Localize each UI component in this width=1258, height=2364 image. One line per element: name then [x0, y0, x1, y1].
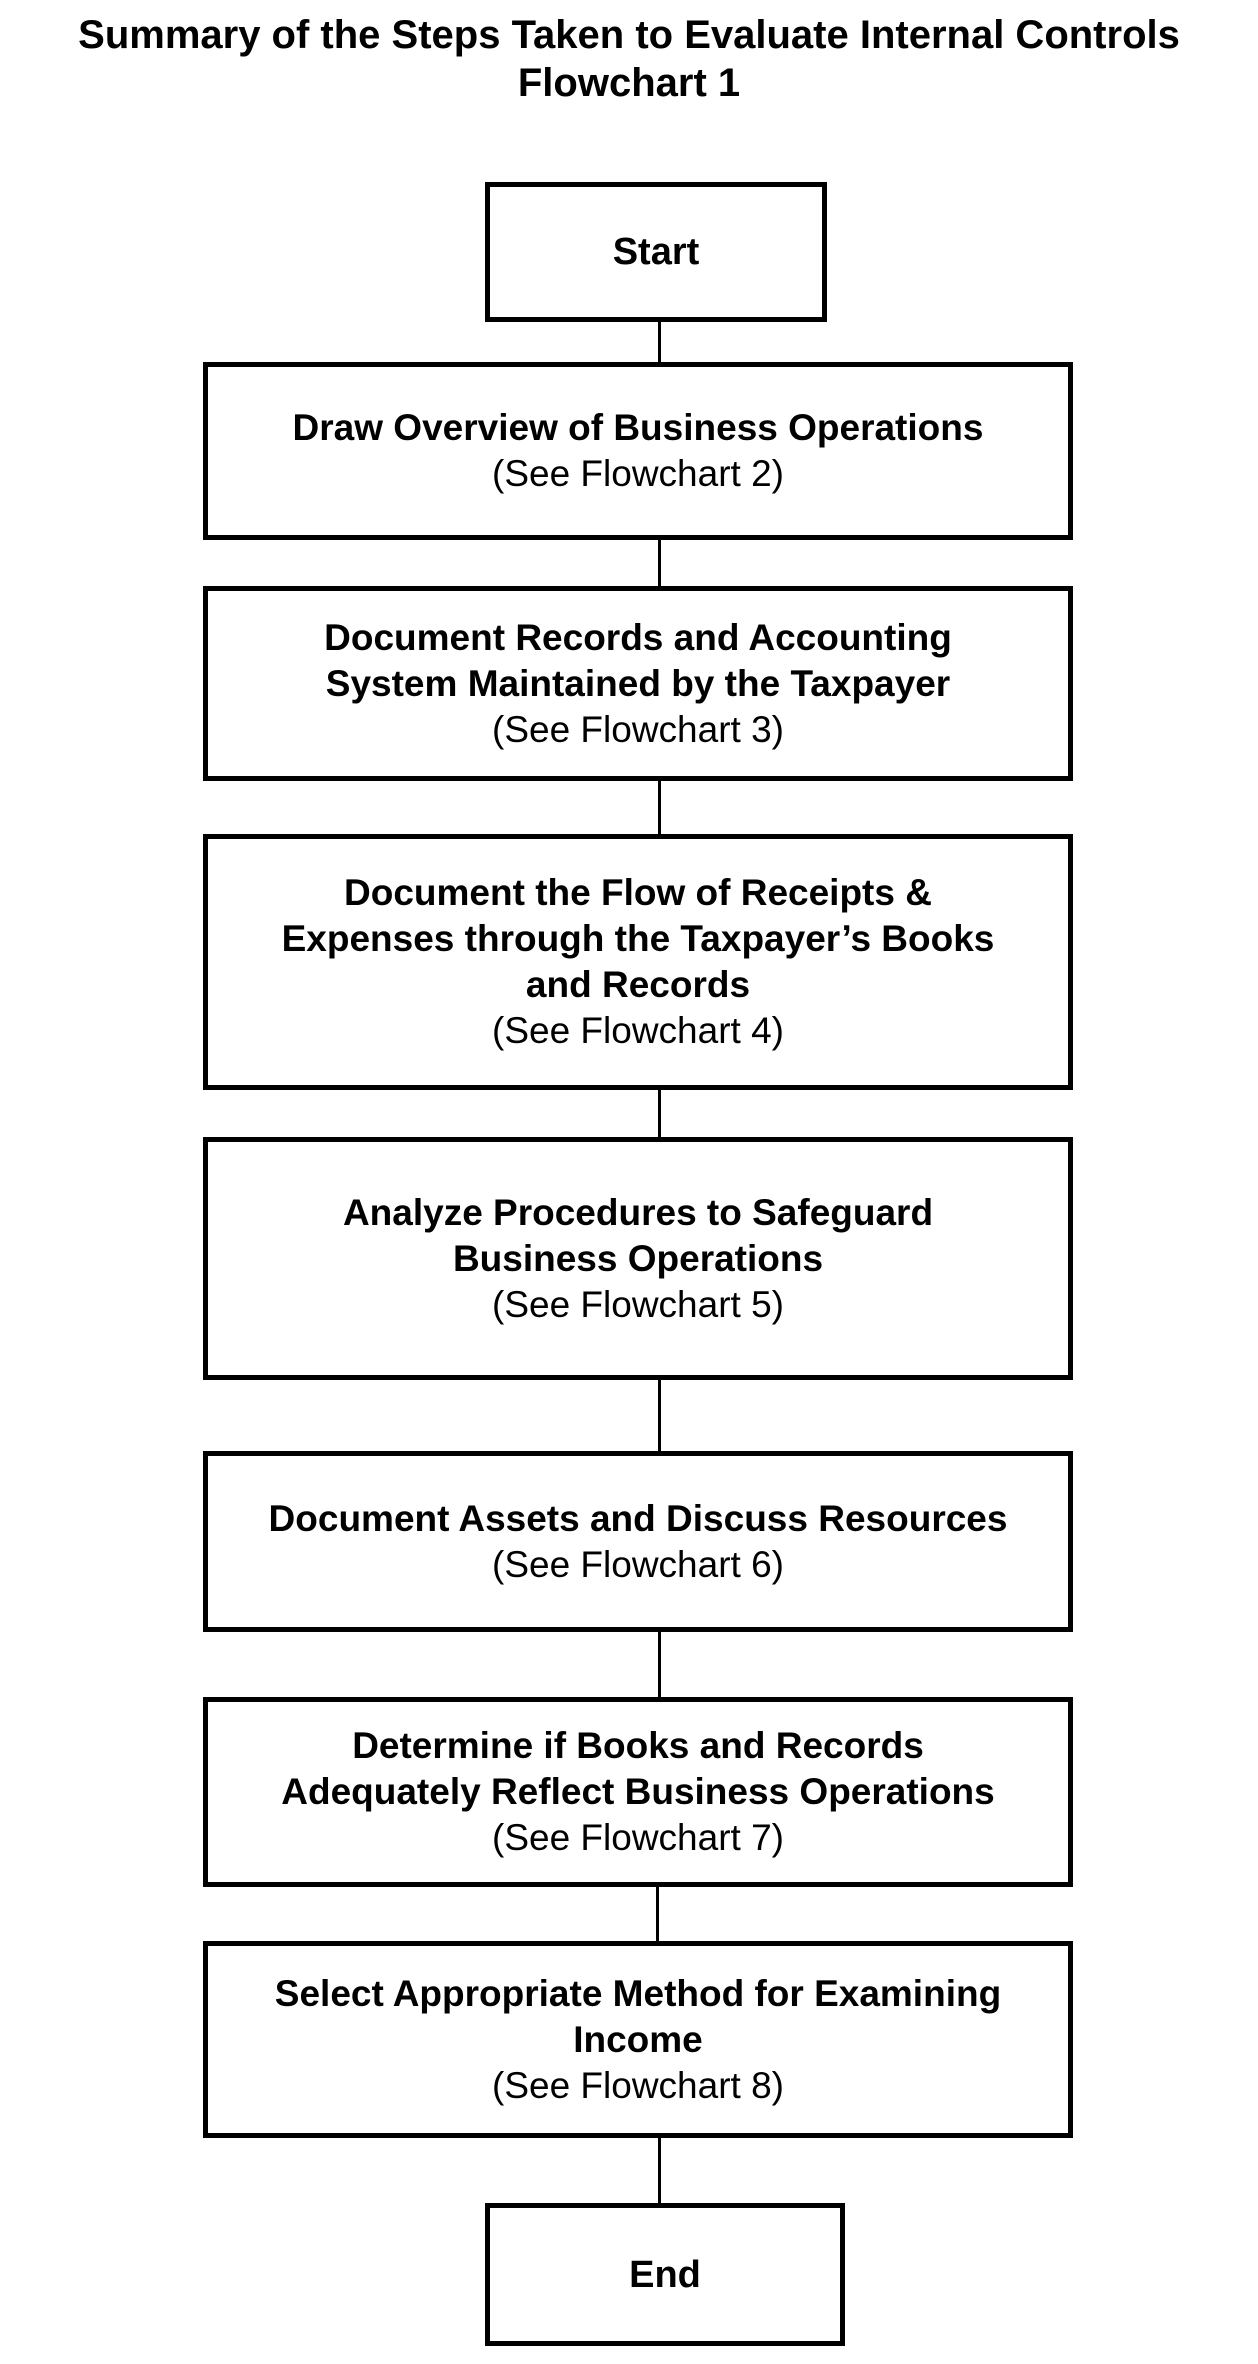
- connector-step-6-step-7: [656, 1887, 659, 1944]
- node-reference: (See Flowchart 3): [492, 708, 784, 750]
- node-reference: (See Flowchart 8): [492, 2064, 784, 2106]
- node-title: Draw Overview of Business Operations: [292, 407, 984, 448]
- node-reference: (See Flowchart 2): [492, 453, 784, 494]
- start-node: [485, 182, 827, 322]
- node-title: Determine if Books and Records Adequately Reflect Business Operations: [281, 1725, 995, 1812]
- end-node: [485, 2203, 845, 2346]
- node-reference: (See Flowchart 5): [492, 1283, 784, 1325]
- connector-start-step-1: [658, 322, 661, 365]
- connector-step-7-end: [658, 2138, 661, 2206]
- connector-step-2-step-3: [658, 781, 661, 837]
- node-reference: (See Flowchart 4): [492, 1010, 784, 1051]
- step-node-6: [203, 1697, 1073, 1887]
- connector-step-5-step-6: [658, 1632, 661, 1700]
- connector-step-4-step-5: [658, 1380, 661, 1454]
- step-node-4: [203, 1137, 1073, 1380]
- connector-step-1-step-2: [658, 540, 661, 589]
- step-node-3: [203, 834, 1073, 1090]
- connector-step-3-step-4: [658, 1090, 661, 1140]
- node-title: Document the Flow of Receipts & Expenses through the Taxpayer’s Books and Records: [281, 872, 995, 1005]
- node-reference: (See Flowchart 6): [492, 1543, 784, 1585]
- node-title: Select Appropriate Method for Examining Income: [274, 1972, 1002, 2060]
- step-node-2: [203, 586, 1073, 781]
- step-node-5: [203, 1451, 1073, 1632]
- diagram-title: Summary of the Steps Taken to Evaluate Internal Controls: [78, 13, 1180, 57]
- node-title: Analyze Procedures to Safeguard Business Operations: [342, 1191, 934, 1279]
- step-node-1: [203, 362, 1073, 540]
- diagram-subtitle: Flowchart 1: [517, 61, 741, 105]
- node-reference: (See Flowchart 7): [492, 1817, 784, 1858]
- node-title: Start: [612, 231, 700, 273]
- node-title: End: [629, 2253, 701, 2296]
- node-title: Document Records and Accounting System Maintained by the Taxpayer: [324, 616, 952, 704]
- step-node-7: [203, 1941, 1073, 2138]
- node-title: Document Assets and Discuss Resources: [268, 1497, 1008, 1539]
